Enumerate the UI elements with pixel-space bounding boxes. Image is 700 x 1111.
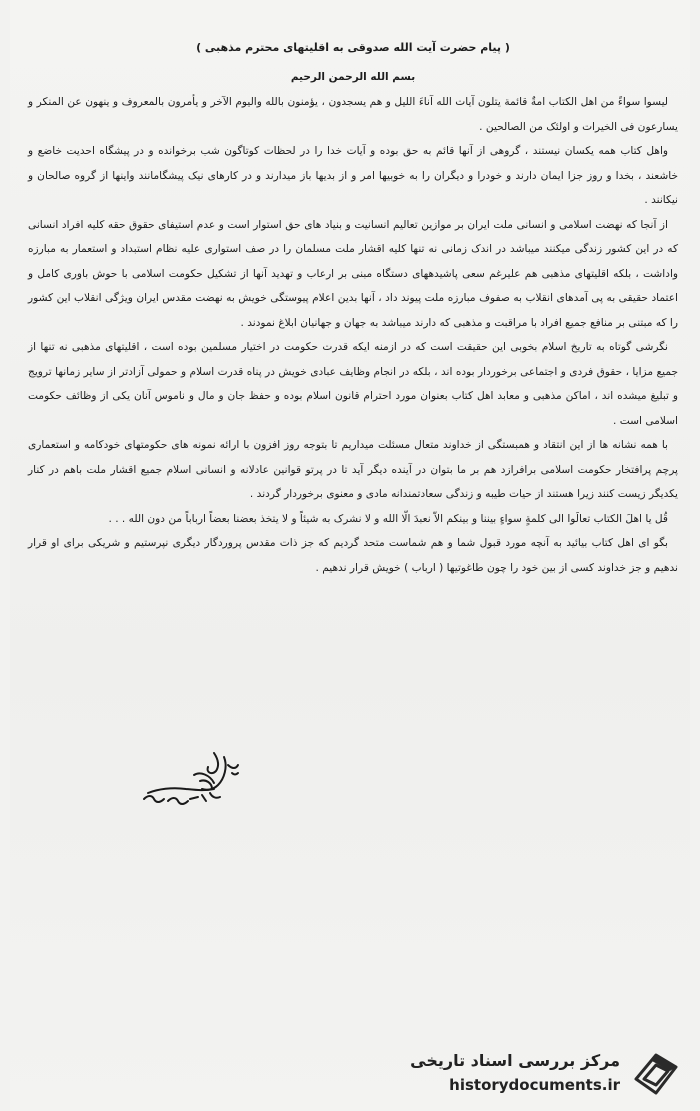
paragraph-1: لیسوا سواءً من اهل الکتاب امةٌ قائمة یتلون آیات الله آناءَ اللیل و هم یسجدون ، یؤمنون بالله والیوم الآخر و یأمرون بالمعروف و ینهون عن المنکر و یسارعون فی الخیرات و اولئک من الصالحین .: [28, 96, 678, 133]
archive-url[interactable]: historydocuments.ir: [449, 1076, 620, 1094]
archive-name: مرکز بررسی اسناد تاریخی: [410, 1051, 620, 1070]
archive-logo-icon: [630, 1049, 682, 1097]
handwritten-signature: [128, 745, 268, 820]
archive-footer: [400, 1043, 690, 1103]
paragraph-3: از آنجا که نهضت اسلامی و انسانی ملت ایران بر موازین تعالیم انسانیت و بنیاد های حق استوار است و عدم استیفای حقوق حقه کلیه افراد انسانی که در این کشور زندگی میکنند میباشد در اندک زمانی نه تنها کلیه اقشار ملت مسلمان را در صف استواری علیه نظام استبداد و استعمار به مبارزه واداشت ، بلکه اقلیتهای مذهبی هم علیرغم سعی پاشیدههای دستگاه مبنی بر ارعاب و تهدید آنها از تشکیل حکومت اسلامی با حوش باوری کامل و اعتماد حقیقی به پی آمدهای انقلاب به صفوف مبارزه ملت پیوند داد ، آنها بدین اعلام پیوستگی خویش به نهضت مقدس ایران ویژگی انقلاب این کشور را که مبتنی بر منافع جمیع افراد با مراقبت و مذهبی که دارند میباشد به جهان و جهانیان ابلاغ نمودند .: [28, 218, 678, 329]
paragraph-6: قُل یا اهلَ الکتاب تعالَوا الی کلمةٍ سواءٍ بیننا و بینکم الاّ نعبدَ الّا الله و لا نشرک به شیئاً و لا یتخذ بعضنا بعضاً ارباباً من دون الله . . .: [108, 512, 668, 525]
paragraph-2: واهل کتاب همه یکسان نیستند ، گروهی از آنها قائم به حق بوده و آیات خدا را در لحظات کوتاگون شب برخوانده و در پیشگاه احدیت خاضع و خاشعند ، بخدا و روز جزا ایمان دارند و خودرا و دیگران را به خوبیها امر و از بدیها باز میدارند و در کارهای نیک پیشگامانند واینها از گروه صالحان و نیکانند .: [28, 145, 678, 206]
document-title: ( پیام حضرت آیت الله صدوقی به اقلیتهای محترم مذهبی ): [196, 41, 510, 54]
basmala: بسم الله الرحمن الرحیم: [290, 71, 416, 83]
document-body: [28, 38, 678, 580]
paragraph-5: با همه نشانه ها از این انتقاد و همبستگی از خداوند متعال مسئلت میداریم تا بتوجه روز افزون با ارائه نمونه های حکومتهای خودکامه و استعماری پرچم پرافتخار حکومت اسلامی برافرازد هم بر ما بتوان در آینده دیگر آید تا در پرتو قوانین عادلانه و انسانی اسلام جمیع اقشار ملت باهم در کنار یکدیگر زیست کنند زیرا هستند از حیات طیبه و زندگی سعادتمندانه مادی و معنوی برخوردار گردند .: [28, 439, 678, 500]
paragraph-7: بگو ای اهل کتاب بیائید به آنچه مورد قبول شما و هم شماست متحد گردیم که جز ذات مقدس پروردگار دیگری نپرستیم و شریکی برای او قرار ندهیم و جز خداوند کسی از بین خود را چون طاغوتیها ( ارباب ) خویش قرار ندهیم .: [28, 537, 678, 574]
paragraph-4: نگرشی گوتاه به تاریخ اسلام بخوبی این حقیقت است که در ازمنه ایکه قدرت حکومت در اختیار مسلمین بوده است ، اقلیتهای مذهبی نه تنها از جمیع مزایا ، حقوق فردی و اجتماعی برخوردار بوده اند ، بلکه در انجام وظایف عبادی خویش در پناه قدرت اسلام و حمولی آزادتر از سایر زمانها ترویج و تبلیغ میشده اند ، اماکن مذهبی و معابد اهل کتاب بعنوان مورد احترام قانون اسلام بوده و حفظ جان و مال و ناموس آنان یکی از وظائف حکومت اسلامی است .: [28, 341, 678, 427]
